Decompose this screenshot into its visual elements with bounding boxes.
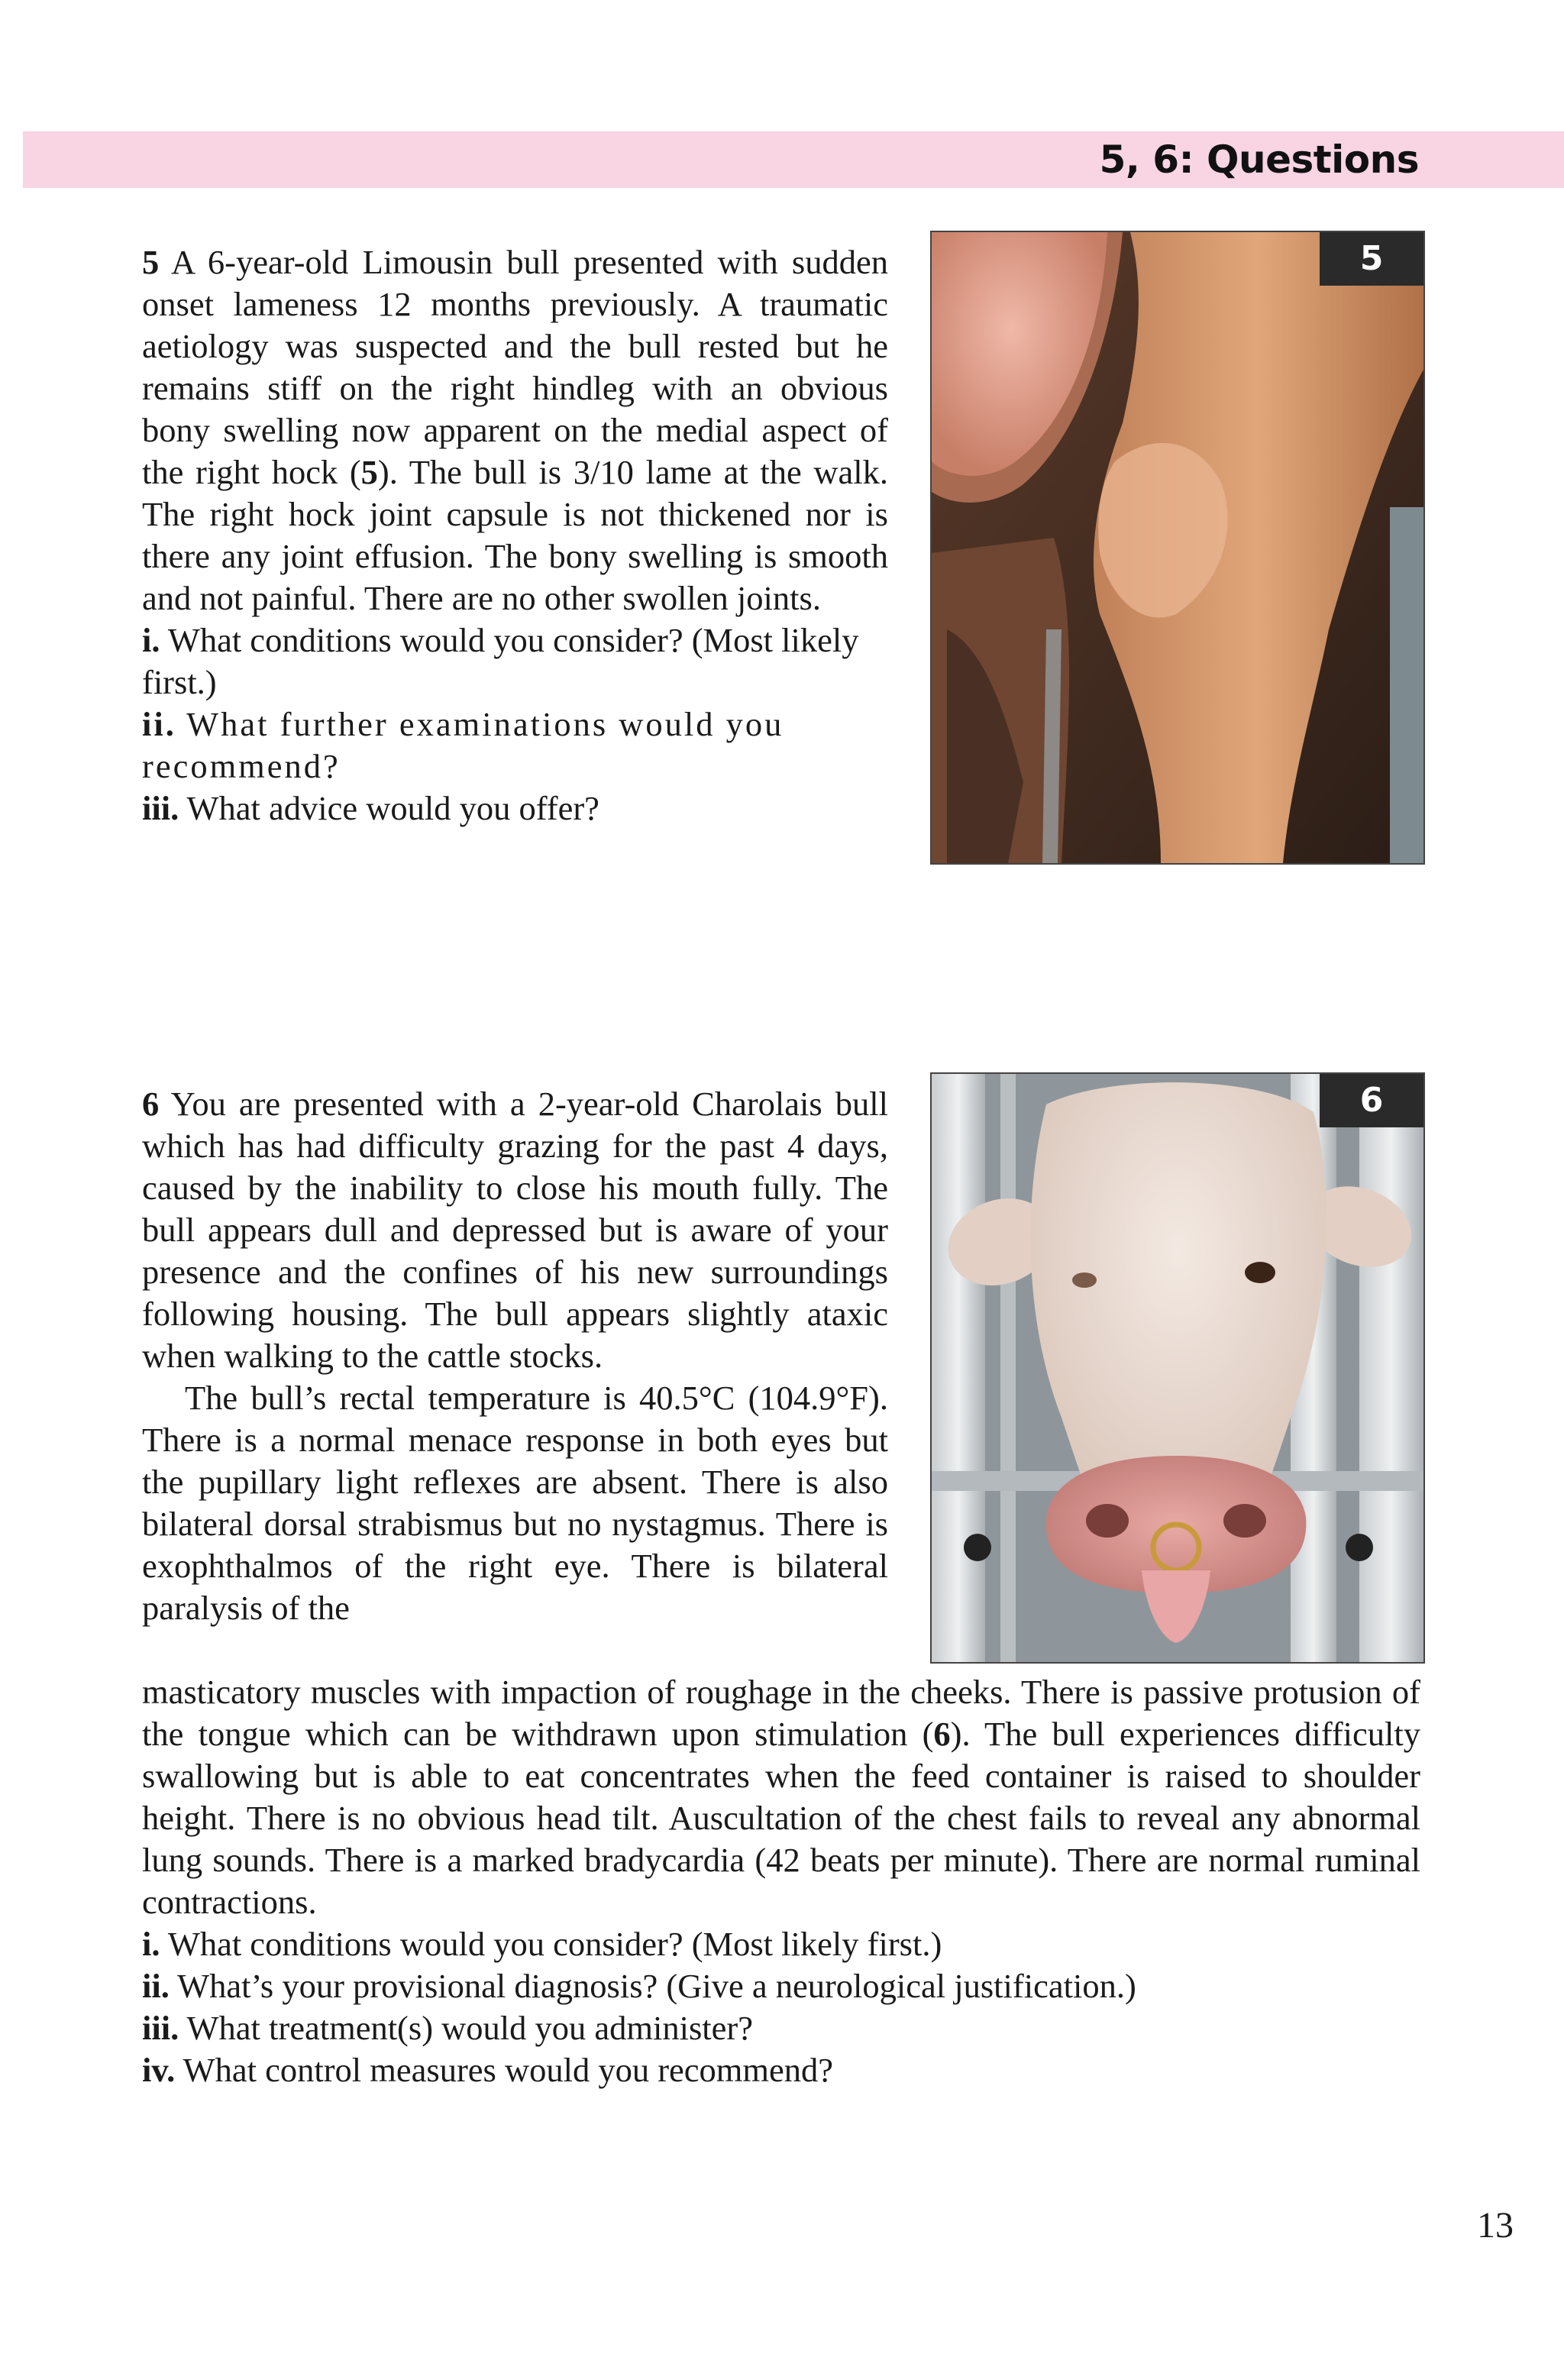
question-5-sub-ii [142, 703, 888, 787]
question-6-number: 6 [142, 1085, 160, 1123]
hock-photo-illustration [932, 232, 1423, 863]
question-6-text-lower [142, 1671, 1420, 2091]
question-6-figure-ref: 6 [933, 1715, 951, 1753]
question-5-figure-ref: 5 [360, 453, 378, 491]
sub-question-number: iii. [142, 789, 179, 827]
question-5-body-end: ). The bull is 3/10 lame at the walk. The right hock joint capsule is not thickened nor is there any joint effusion. The bony swelling is smooth and not painful. There are no other swollen joints. [142, 453, 888, 617]
page-number: 13 [1477, 2205, 1514, 2246]
sub-question-text: What treatment(s) would you administer? [179, 2009, 753, 2047]
question-5-sub-iii [142, 787, 888, 829]
question-6-paragraph-2-end [142, 1671, 1420, 1923]
sub-question-number: ii. [142, 1967, 170, 2005]
question-5-sub-i [142, 619, 888, 703]
question-6-para-1: You are presented with a 2-year-old Charolais bull which has had difficulty grazing for the past 4 days, caused by the inability to close his mouth fully. The bull appears dull and depressed but is aware of your presence and the confines of his new surroundings following housing. The bull appears slightly ataxic when walking to the cattle stocks. [142, 1085, 888, 1375]
question-6-para-2-end: masticatory muscles with impaction of roughage in the cheeks. There is passive protusion of the tongue which can be withdrawn upon stimulation ( [142, 1673, 1420, 1753]
sub-question-text: What control measures would you recommend? [175, 2051, 834, 2089]
sub-question-number: i. [142, 1925, 160, 1963]
sub-question-number: ii. [142, 705, 176, 743]
question-6-para-2-start: The bull’s rectal temperature is 40.5°C (104.9°F). There is a normal menace response in both eyes but the pupillary light reflexes are absent. There is also bilateral dorsal strabismus but no nystagmus. There is exophthalmos of the right eye. There is bilateral paralysis of the [142, 1379, 888, 1627]
figure-5-hock-photo [930, 231, 1425, 865]
question-6-sub-i [142, 1923, 1420, 1965]
question-6-sub-ii [142, 1965, 1420, 2007]
question-6-para-2-tail: ). The bull experiences difficulty swallowing but is able to eat concentrates when the feed container is raised to shoulder height. There is no obvious head tilt. Auscultation of the chest fails to reveal any abnormal lung sounds. There is a marked bradycardia (42 beats per minute). There are normal ruminal contractions. [142, 1715, 1420, 1921]
figure-5-label: 5 [1320, 232, 1423, 286]
question-5-text [142, 241, 888, 829]
section-header-band [23, 131, 1564, 188]
question-5-body: A 6-year-old Limousin bull presented with sudden onset lameness 12 months previously. A traumatic aetiology was suspected and the bull rested but he remains stiff on the right hindleg with an obvious bony swelling now apparent on the medial aspect of the right hock ( [142, 243, 888, 491]
sub-question-number: iii. [142, 2009, 179, 2047]
question-5-number: 5 [142, 243, 160, 281]
section-title: 5, 6: Questions [1099, 137, 1419, 182]
figure-6-label: 6 [1320, 1074, 1423, 1127]
question-6-sub-iii [142, 2007, 1420, 2049]
sub-question-text: What advice would you offer? [179, 789, 599, 827]
bull-head-photo-illustration [932, 1074, 1423, 1662]
question-6-paragraph-2-start [142, 1377, 888, 1629]
question-6-paragraph-1 [142, 1083, 888, 1377]
question-5-paragraph [142, 241, 888, 619]
question-6-sub-iv [142, 2049, 1420, 2091]
sub-question-text: What conditions would you consider? (Most likely first.) [160, 1925, 942, 1963]
question-6-text-upper [142, 1083, 888, 1629]
sub-question-text: What’s your provisional diagnosis? (Give a neurological justification.) [169, 1967, 1136, 2005]
sub-question-text: What further examinations would you recommend? [142, 705, 784, 785]
figure-6-bull-head-photo [930, 1072, 1425, 1664]
sub-question-text: What conditions would you consider? (Most likely first.) [142, 621, 859, 701]
sub-question-number: i. [142, 621, 160, 659]
sub-question-number: iv. [142, 2051, 176, 2089]
